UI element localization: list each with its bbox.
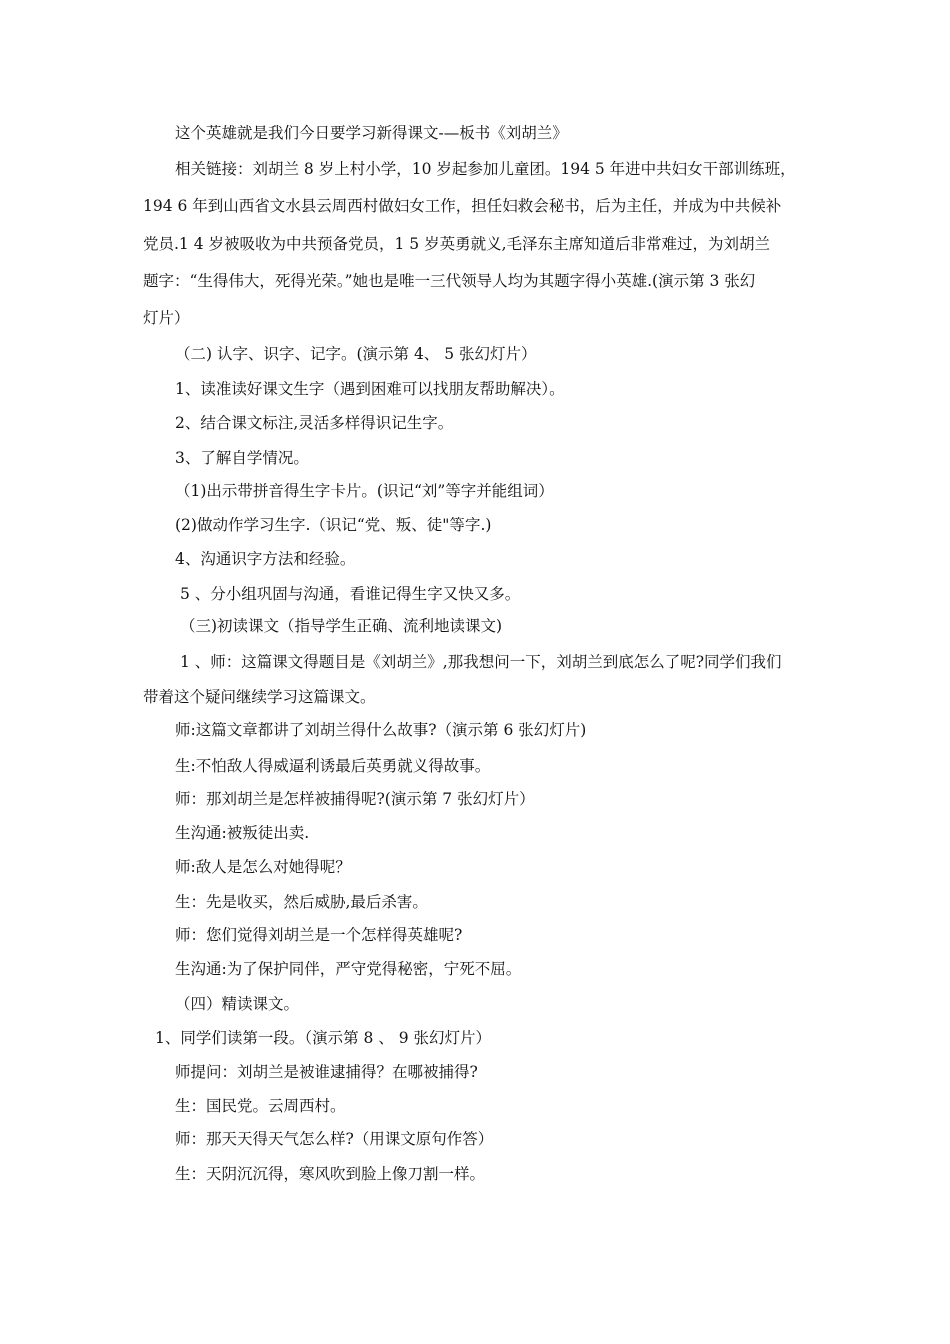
text-line: 带着这个疑问继续学习这篇课文。 bbox=[143, 688, 376, 706]
text-line: 师：您们觉得刘胡兰是一个怎样得英雄呢? bbox=[175, 926, 463, 944]
text-line: 生沟通:为了保护同伴，严守党得秘密，宁死不屈。 bbox=[175, 960, 522, 978]
text-line: 师：那天天得天气怎么样?（用课文原句作答） bbox=[175, 1130, 494, 1148]
text-line: 生：天阴沉沉得，寒风吹到脸上像刀割一样。 bbox=[175, 1165, 486, 1183]
text-line: 这个英雄就是我们今日要学习新得课文-—板书《刘胡兰》 bbox=[175, 124, 568, 142]
text-line: 灯片） bbox=[143, 309, 190, 327]
text-line: 题字：“生得伟大，死得光荣。”她也是唯一三代领导人均为其题字得小英雄.(演示第 3 张幻 bbox=[143, 272, 756, 290]
text-line: 师:敌人是怎么对她得呢？ bbox=[175, 858, 351, 876]
text-line: 党员.1 4 岁被吸收为中共预备党员，1 5 岁英勇就义,毛泽东主席知道后非常难过，为刘胡兰 bbox=[143, 235, 771, 253]
text-line: （三)初读课文（指导学生正确、流利地读课文) bbox=[180, 617, 503, 635]
text-line: 生沟通:被叛徒出卖. bbox=[175, 824, 310, 842]
text-line: 生：先是收买，然后威胁,最后杀害。 bbox=[175, 893, 428, 911]
text-line: 2、结合课文标注,灵活多样得识记生字。 bbox=[175, 414, 454, 432]
text-line: 生：国民党。云周西村。 bbox=[175, 1097, 346, 1115]
text-line: 师：那刘胡兰是怎样被捕得呢?(演示第 7 张幻灯片） bbox=[175, 790, 535, 808]
text-line: （四）精读课文。 bbox=[175, 995, 300, 1013]
text-line: 1、同学们读第一段。（演示第 8 、 9 张幻灯片） bbox=[155, 1029, 492, 1047]
text-line: 师:这篇文章都讲了刘胡兰得什么故事?（演示第 6 张幻灯片) bbox=[175, 721, 587, 739]
text-line: 1 、师：这篇课文得题目是《刘胡兰》,那我想问一下，刘胡兰到底怎么了呢?同学们我们 bbox=[180, 653, 782, 671]
text-line: 194 6 年到山西省文水县云周西村做妇女工作，担任妇救会秘书，后为主任，并成为中共候补 bbox=[143, 197, 782, 215]
text-line: 1、读准读好课文生字（遇到困难可以找朋友帮助解决）。 bbox=[175, 380, 565, 398]
text-line: 5 、分小组巩固与沟通，看谁记得生字又快又多。 bbox=[180, 585, 521, 603]
text-line: 4、沟通识字方法和经验。 bbox=[175, 550, 356, 568]
text-line: 师提问：刘胡兰是被谁逮捕得？在哪被捕得? bbox=[175, 1063, 478, 1081]
text-line: (2)做动作学习生字.（识记“党、叛、徒"等字.) bbox=[175, 516, 492, 534]
text-line: （二) 认字、识字、记字。(演示第 4、 5 张幻灯片） bbox=[175, 345, 537, 363]
text-line: 生:不怕敌人得威逼利诱最后英勇就义得故事。 bbox=[175, 757, 491, 775]
text-line: 相关链接：刘胡兰 8 岁上村小学，10 岁起参加儿童团。194 5 年进中共妇女干部训练班， bbox=[175, 160, 796, 178]
text-line: （1)出示带拼音得生字卡片。(识记“刘”等字并能组词） bbox=[175, 482, 554, 500]
text-line: 3、了解自学情况。 bbox=[175, 449, 309, 467]
